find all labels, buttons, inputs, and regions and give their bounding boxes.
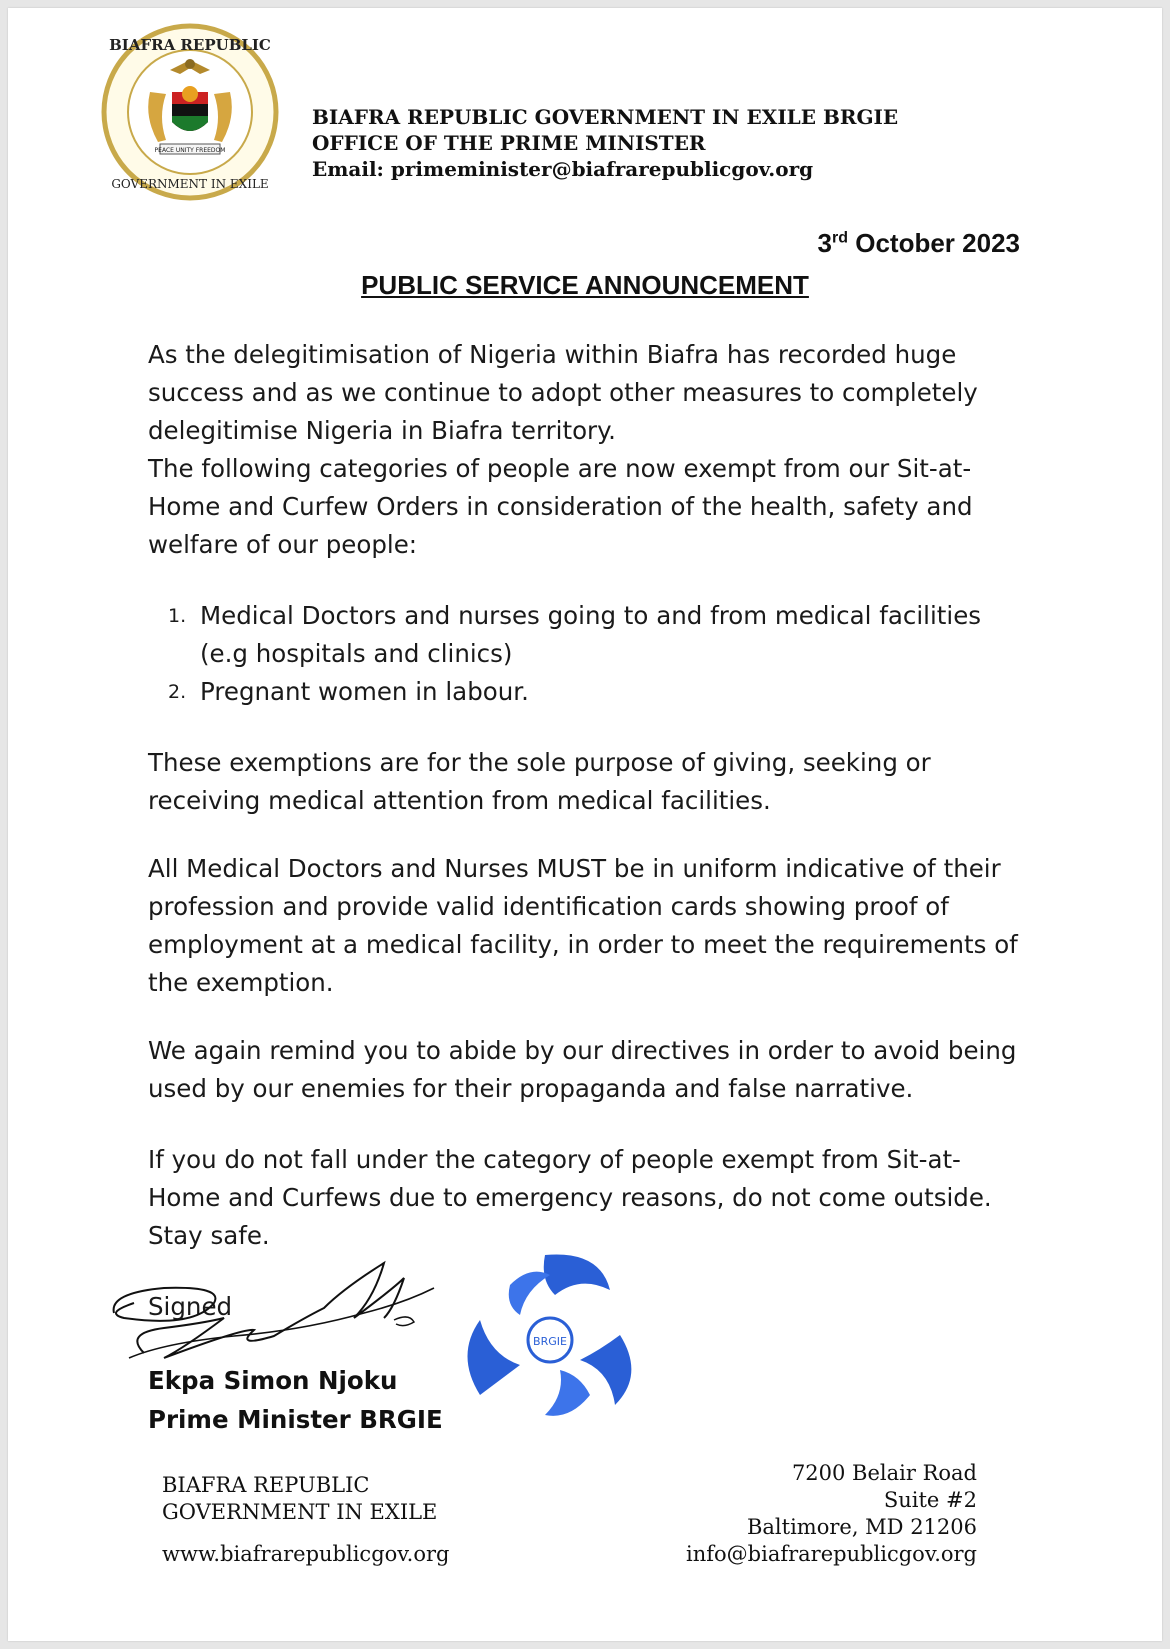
svg-text:GOVERNMENT IN EXILE: GOVERNMENT IN EXILE [111, 177, 269, 191]
footer-org-line2: GOVERNMENT IN EXILE [162, 1500, 438, 1524]
address-suite: Suite #2 [883, 1488, 977, 1512]
footer-email-link[interactable]: info@biafrarepublicgov.org [686, 1542, 977, 1566]
list-item [168, 673, 1028, 711]
footer-organization [162, 1472, 437, 1526]
list-text: Pregnant women in labour. [200, 677, 529, 706]
exemption-list [168, 597, 1028, 711]
letterhead-org: BIAFRA REPUBLIC GOVERNMENT IN EXILE BRGIE [312, 105, 899, 129]
coat-of-arms-seal [100, 22, 280, 202]
footer-website-link[interactable]: www.biafrarepublicgov.org [162, 1542, 450, 1566]
exemption-intro: The following categories of people are now exempt from our Sit-at-Home and Curfew Orders in consideration of the health, safety and welfare of our people: [148, 454, 973, 559]
stay-safe-paragraph: If you do not fall under the category of people exempt from Sit-at-Home and Curfews due to emergency reasons, do not come outside. Stay safe. [148, 1145, 992, 1250]
list-number: 2. [168, 681, 187, 703]
announcement-title: PUBLIC SERVICE ANNOUNCEMENT [361, 270, 809, 300]
signed-label: Signed [148, 1292, 233, 1321]
list-number: 1. [168, 605, 187, 627]
blue-stamp-icon [450, 1245, 650, 1435]
intro-sentence: As the delegitimisation of Nigeria within Biafra has recorded huge success and as we continue to adopt other measures to completely delegitimise Nigeria in Biafra territory. [148, 340, 978, 445]
footer-org-line1: BIAFRA REPUBLIC [162, 1473, 370, 1497]
letterhead [312, 104, 898, 182]
letterhead-office: OFFICE OF THE PRIME MINISTER [312, 131, 706, 155]
address-street: 7200 Belair Road [791, 1461, 977, 1485]
svg-text:BIAFRA REPUBLIC: BIAFRA REPUBLIC [109, 36, 271, 54]
letterhead-email: Email: primeminister@biafrarepublicgov.org [312, 157, 814, 181]
document-date [818, 228, 1020, 259]
svg-text:BRGIE: BRGIE [533, 1335, 567, 1348]
date-rest: October 2023 [848, 228, 1020, 258]
list-item [168, 597, 1028, 673]
date-day: 3 [817, 228, 833, 258]
intro-paragraph [148, 336, 1028, 564]
svg-text:PEACE UNITY FREEDOM: PEACE UNITY FREEDOM [154, 147, 226, 154]
signer-name: Ekpa Simon Njoku [148, 1366, 398, 1395]
list-text: Medical Doctors and nurses going to and from medical facilities (e.g hospitals and clinics) [200, 601, 982, 668]
address-city: Baltimore, MD 21206 [746, 1515, 977, 1539]
purpose-paragraph: These exemptions are for the sole purpose of giving, seeking or receiving medical attention from medical facilities. [148, 748, 931, 815]
date-suffix: rd [832, 229, 849, 247]
signer-title: Prime Minister BRGIE [148, 1405, 443, 1434]
footer-address [686, 1460, 977, 1568]
uniform-paragraph: All Medical Doctors and Nurses MUST be in uniform indicative of their profession and provide valid identification cards showing proof of employment at a medical facility, in order to meet the requirements of the exemption. [148, 854, 1018, 997]
reminder-paragraph: We again remind you to abide by our directives in order to avoid being used by our enemies for their propaganda and false narrative. [148, 1036, 1017, 1103]
